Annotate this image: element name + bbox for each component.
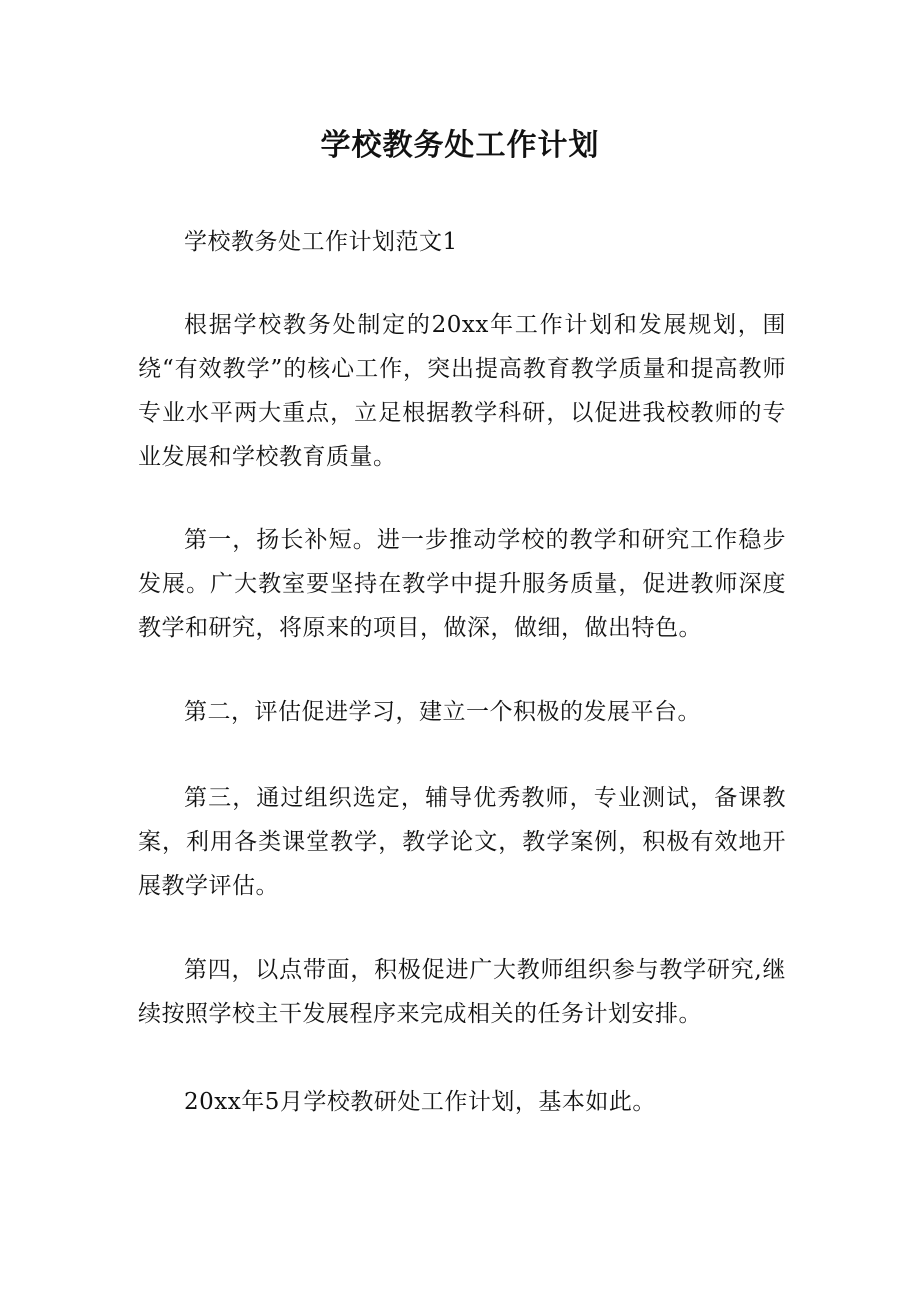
paragraph-third: 第三，通过组织选定，辅导优秀教师，专业测试，备课教案，利用各类课堂教学，教学论文，教学案例，积极有效地开展教学评估。: [138, 785, 786, 899]
paragraph-closing: 20xx年5月学校教研处工作计划，基本如此。: [184, 1089, 656, 1115]
paragraph-intro: 根据学校教务处制定的20xx年工作计划和发展规划，围绕“有效教学”的核心工作，突出提高教育教学质量和提高教师专业水平两大重点，立足根据教学科研，以促进我校教师的专业发展和学校教育质量。: [138, 312, 786, 470]
paragraph-first: 第一，扬长补短。进一步推动学校的教学和研究工作稳步发展。广大教室要坚持在教学中提升服务质量，促进教师深度教学和研究，将原来的项目，做深，做细，做出特色。: [138, 527, 786, 641]
document-title: 学校教务处工作计划: [320, 128, 600, 163]
paragraph-second: 第二，评估促进学习，建立一个积极的发展平台。: [184, 699, 701, 725]
section-heading: 学校教务处工作计划范文1: [184, 229, 458, 255]
paragraph-fourth: 第四，以点带面，积极促进广大教师组织参与教学研究,继续按照学校主干发展程序来完成相关的任务计划安排。: [138, 957, 786, 1027]
